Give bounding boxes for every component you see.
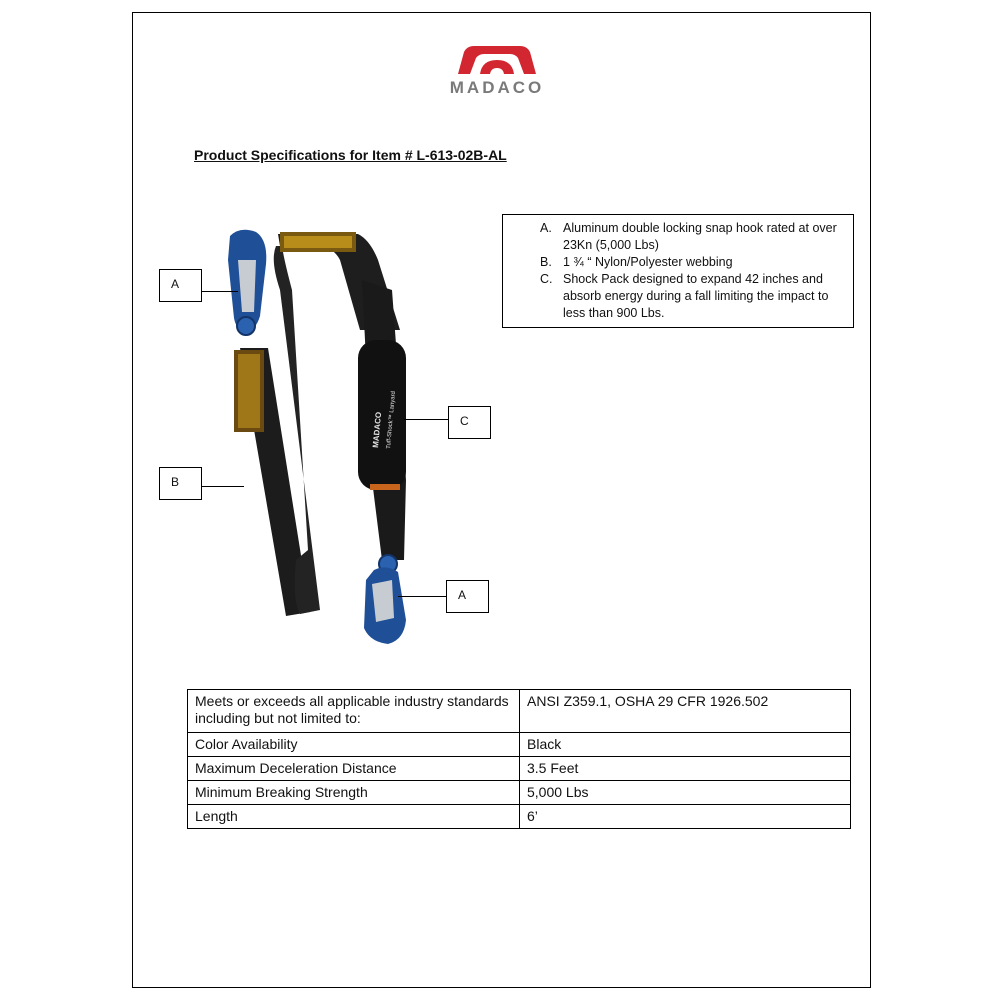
table-cell-label: Color Availability <box>188 733 520 757</box>
table-cell-value: 6’ <box>520 805 851 829</box>
callout-a-bottom: A <box>446 580 489 613</box>
lanyard-product-image <box>200 220 440 660</box>
feature-marker: B. <box>540 255 552 269</box>
feature-text: Aluminum double locking snap hook rated at over 23Kn (5,000 Lbs) <box>563 221 837 252</box>
leader-b <box>202 486 244 487</box>
specifications-table <box>187 689 851 829</box>
table-cell-label: Minimum Breaking Strength <box>188 781 520 805</box>
table-row <box>188 805 851 829</box>
table-cell-label: Maximum Deceleration Distance <box>188 757 520 781</box>
table-cell-label: Meets or exceeds all applicable industry standards including but not limited to: <box>188 690 520 733</box>
feature-item <box>503 271 847 322</box>
feature-list-box <box>502 214 854 328</box>
snap-hook-bottom <box>364 555 406 644</box>
table-cell-label: Length <box>188 805 520 829</box>
page-title: Product Specifications for Item # L-613-02B-AL <box>194 147 507 163</box>
shock-pack-product: Tuff-Shock™ Lanyard <box>385 390 398 450</box>
brand-name: MADACO <box>449 78 545 97</box>
feature-marker: C. <box>540 272 553 286</box>
shock-pack-brand: MADACO <box>371 411 384 449</box>
table-row <box>188 690 851 733</box>
shock-pack-band <box>370 484 400 490</box>
callout-b: B <box>159 467 202 500</box>
madaco-arch-icon <box>412 44 582 80</box>
callout-c: C <box>448 406 491 439</box>
feature-item <box>503 220 847 254</box>
stitch-left-inner <box>238 354 260 428</box>
callout-a-top: A <box>159 269 202 302</box>
leader-c <box>404 419 448 420</box>
table-row <box>188 757 851 781</box>
table-cell-value: 3.5 Feet <box>520 757 851 781</box>
madaco-logo <box>412 44 582 98</box>
table-cell-value: ANSI Z359.1, OSHA 29 CFR 1926.502 <box>520 690 851 733</box>
table-cell-value: Black <box>520 733 851 757</box>
leader-a-bottom <box>398 596 446 597</box>
table-row <box>188 733 851 757</box>
stitch-top-inner <box>284 236 352 248</box>
table-cell-value: 5,000 Lbs <box>520 781 851 805</box>
snap-hook-top <box>228 230 266 335</box>
leader-a-top <box>202 291 238 292</box>
feature-marker: A. <box>540 221 552 235</box>
table-row <box>188 781 851 805</box>
feature-text: 1 ¾ “ Nylon/Polyester webbing <box>563 255 733 269</box>
feature-item <box>503 254 847 271</box>
feature-text: Shock Pack designed to expand 42 inches and absorb energy during a fall limiting the impact to less than 900 Lbs. <box>563 272 829 320</box>
